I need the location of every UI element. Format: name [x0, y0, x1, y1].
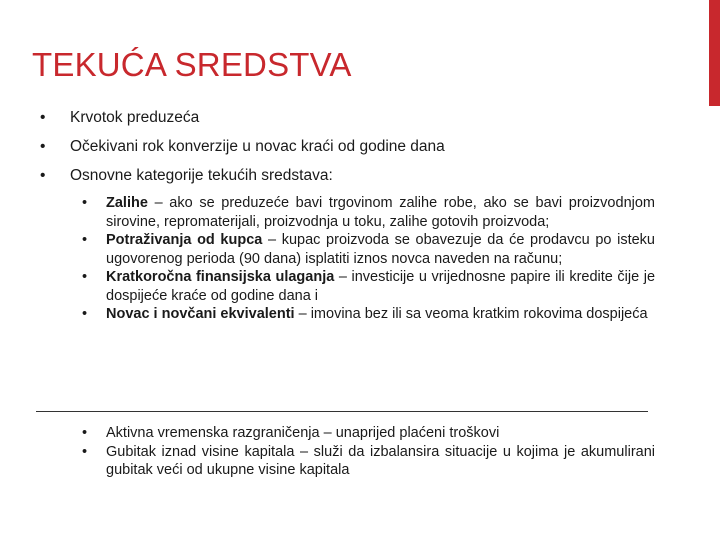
bullet-icon: •	[82, 269, 88, 285]
category-term: Potraživanja od kupca	[106, 232, 263, 248]
extra-item-text: Gubitak iznad visine kapitala – služi da izbalansira situacije u kojima je akumulirani gubitak veći od ukupne visine kapitala	[106, 443, 655, 478]
main-bullet	[40, 135, 680, 164]
bullet-icon: •	[82, 443, 88, 460]
bullet-icon: •	[40, 109, 46, 126]
extra-list	[82, 424, 655, 480]
category-text: – investicije u vrijednosne papire ili kredite čije je dospijeće kraće od godine dana i	[106, 269, 656, 304]
main-bullet-text: Osnovne kategorije tekućih sredstava:	[70, 167, 333, 184]
main-bullet-text: Očekivani rok konverzije u novac kraći od godine dana	[70, 138, 445, 155]
main-bullet	[40, 106, 680, 135]
main-bullet-text: Krvotok preduzeća	[70, 109, 200, 126]
slide-title: TEKUĆA SREDSTVA	[32, 46, 352, 83]
bullet-icon: •	[40, 138, 46, 155]
category-item	[82, 231, 655, 268]
extra-item-text: Aktivna vremenska razgraničenja – unaprijed plaćeni troškovi	[106, 425, 500, 441]
main-bullet	[40, 164, 680, 193]
category-text: – imovina bez ili sa veoma kratkim rokovima dospijeća	[294, 306, 648, 322]
category-text: – kupac proizvoda se obavezuje da će prodavcu po isteku ugovorenog perioda (90 dana) isplatiti iznos novca naveden na računu;	[106, 232, 655, 267]
category-text: – ako se preduzeće bavi trgovinom zalihe robe, ako se bavi proizvodnjom sirovine, repromaterijali, proizvodnja u toku, zalihe gotovih proizvoda;	[106, 195, 655, 230]
extra-item	[82, 443, 655, 480]
category-list	[82, 194, 655, 324]
category-item	[82, 305, 655, 324]
category-item	[82, 194, 655, 231]
bullet-icon: •	[82, 306, 88, 322]
divider-line	[36, 411, 648, 412]
category-term: Kratkoročna finansijska ulaganja	[106, 269, 335, 285]
category-item	[82, 268, 655, 305]
bullet-icon: •	[82, 232, 88, 248]
accent-bar	[709, 0, 720, 106]
bullet-icon: •	[82, 195, 88, 211]
extra-item	[82, 424, 655, 443]
bullet-icon: •	[82, 425, 88, 441]
category-term: Zalihe	[106, 195, 148, 211]
bullet-icon: •	[40, 167, 46, 184]
main-bullet-list	[40, 106, 680, 193]
category-term: Novac i novčani ekvivalenti	[106, 306, 295, 322]
